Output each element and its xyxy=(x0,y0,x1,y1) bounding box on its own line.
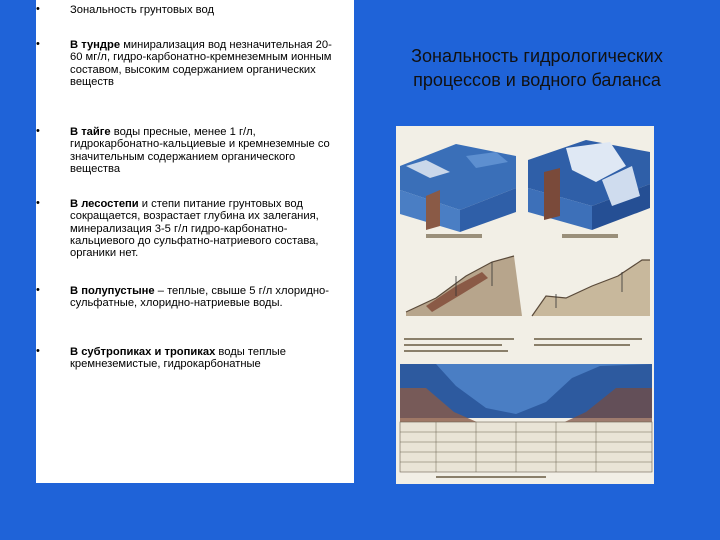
slope-profile-left xyxy=(406,256,522,316)
bullet-dot: • xyxy=(36,284,40,296)
bullet-dot: • xyxy=(36,3,40,15)
caption-mark xyxy=(562,234,618,238)
bullet-text: В лесостепи и степи питание грунтовых вод сокращается, возрастает глубина их залегания, минерализация 3-5 г/л гидро-карбонатно-кальциевого до сульфатно-натриевого состава, органики нет. xyxy=(70,198,319,260)
cross-section xyxy=(400,364,652,478)
caption-mark xyxy=(426,234,482,238)
slide-title xyxy=(372,44,702,92)
block-diagram-right xyxy=(528,140,650,230)
bullet-text: В тундре минирализация вод незначительная 20-60 мг/л, гидро-карбонатно-кремнеземным ионным составом, высоким содержанием органических веществ xyxy=(70,39,332,88)
bullet-dot: • xyxy=(36,125,40,137)
block-diagram-left xyxy=(400,144,516,232)
bullet-text: В тайге воды пресные, менее 1 г/л, гидрокарбонатно-кальциевые и кремнеземные со значительным содержанием органического вещества xyxy=(70,126,330,175)
bullet-text: Зональность грунтовых вод xyxy=(70,4,214,16)
slope-profile-right xyxy=(532,260,650,316)
slide-title-line-1: Зональность гидрологических xyxy=(411,46,663,66)
hydrology-illustration xyxy=(396,126,654,484)
bullet-text: В субтропиках и тропиках воды теплые кремнеземистые, гидрокарбонатные xyxy=(70,346,286,371)
legend-lines xyxy=(404,338,642,352)
illustration-svg xyxy=(396,126,654,484)
bullet-text: В полупустыне – теплые, свыше 5 г/л хлоридно-сульфатные, хлоридно-натриевые воды. xyxy=(70,285,329,310)
bullet-dot: • xyxy=(36,197,40,209)
bullet-dot: • xyxy=(36,38,40,50)
text-panel xyxy=(36,0,354,483)
slide-title-line-2: процессов и водного баланса xyxy=(413,70,661,90)
bullet-dot: • xyxy=(36,345,40,357)
